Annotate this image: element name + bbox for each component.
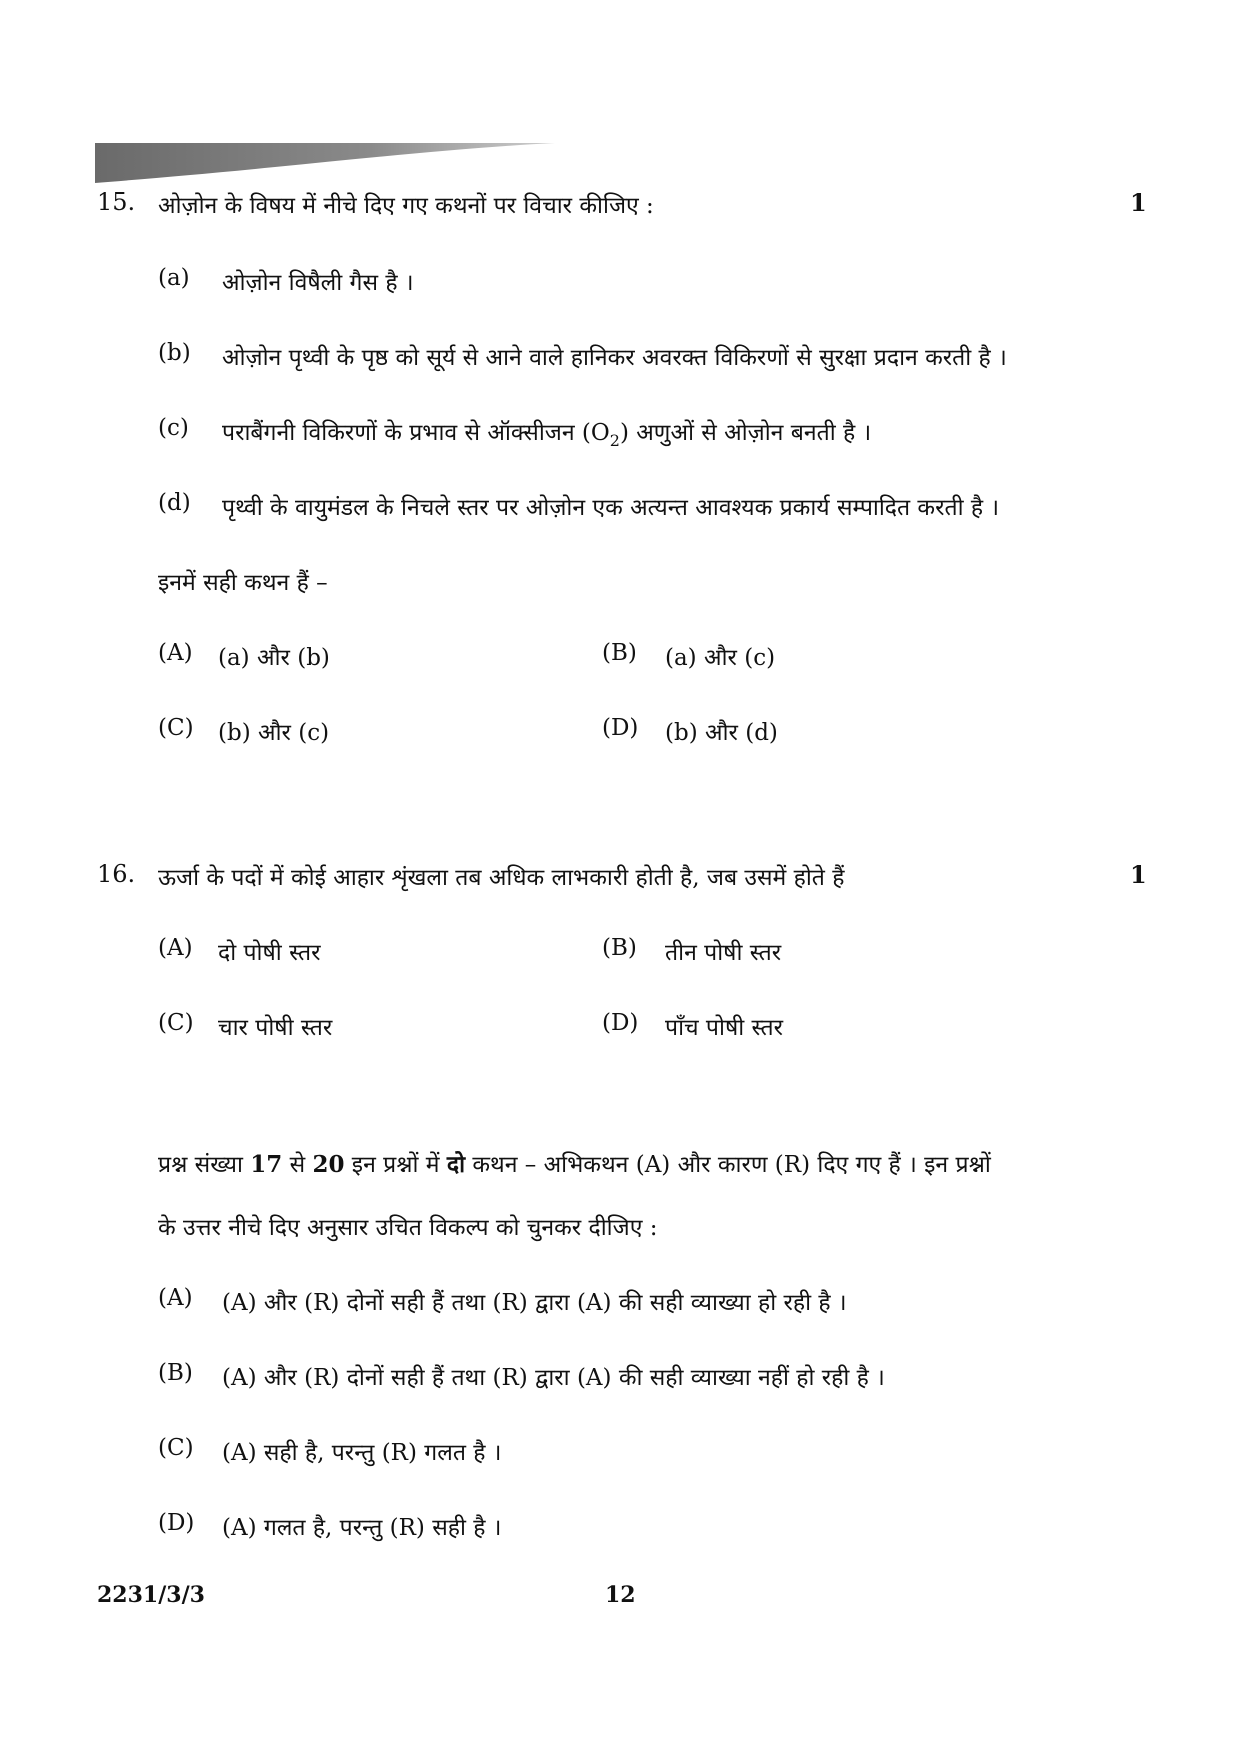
option-label: (C) [158,1010,194,1036]
header-band [95,143,555,183]
instruction-line-1: प्रश्न संख्या 17 से 20 इन प्रश्नों में दो कथन – अभिकथन (A) और कारण (R) दिए गए हैं । इन प्रश्नों [158,1151,991,1178]
question-number: 16. [97,860,136,888]
option-label: (C) [158,1435,194,1461]
question-text: ऊर्जा के पदों में कोई आहार शृंखला तब अधिक लाभकारी होती है, जब उसमें होते हैं [158,865,845,891]
option-text: तीन पोषी स्तर [665,940,782,966]
instruction-line-2: के उत्तर नीचे दिए अनुसार उचित विकल्प को चुनकर दीजिए : [158,1215,658,1241]
page-number: 12 [605,1582,636,1608]
statement-label: (c) [158,415,189,441]
question-prompt: इनमें सही कथन हैं – [158,570,328,596]
option-label: (A) [158,935,193,961]
option-text: (a) और (c) [665,645,776,671]
option-text: (A) और (R) दोनों सही हैं तथा (R) द्वारा (A) की सही व्याख्या हो रही है । [222,1290,847,1316]
option-text: चार पोषी स्तर [218,1015,333,1041]
option-label: (B) [602,935,637,961]
question-text: ओज़ोन के विषय में नीचे दिए गए कथनों पर विचार कीजिए : [158,193,654,219]
option-text: (A) सही है, परन्तु (R) गलत है । [222,1440,502,1466]
statement-text: पराबैंगनी विकिरणों के प्रभाव से ऑक्सीजन $(O_2)$ अणुओं से ओज़ोन बनती है । [222,420,872,450]
option-label: (D) [602,1010,639,1036]
question-marks: 1 [1130,860,1147,889]
option-label: (B) [602,640,637,666]
option-text: (A) और (R) दोनों सही हैं तथा (R) द्वारा (A) की सही व्याख्या नहीं हो रही है । [222,1365,885,1391]
option-label: (D) [158,1510,195,1536]
option-text: (b) और (d) [665,720,778,746]
question-marks: 1 [1130,188,1147,217]
statement-text: ओज़ोन पृथ्वी के पृष्ठ को सूर्य से आने वाले हानिकर अवरक्त विकिरणों से सुरक्षा प्रदान करती है । [222,345,1007,371]
option-text: (a) और (b) [218,645,330,671]
option-label: (B) [158,1360,193,1386]
question-number: 15. [97,188,136,216]
statement-text: पृथ्वी के वायुमंडल के निचले स्तर पर ओज़ोन एक अत्यन्त आवश्यक प्रकार्य सम्पादित करती है । [222,495,1000,521]
statement-text: ओज़ोन विषैली गैस है । [222,270,414,296]
statement-label: (b) [158,340,191,366]
option-text: दो पोषी स्तर [218,940,321,966]
statement-label: (d) [158,490,191,516]
option-label: (D) [602,715,639,741]
option-label: (A) [158,1285,193,1311]
option-text: (A) गलत है, परन्तु (R) सही है । [222,1515,502,1541]
statement-label: (a) [158,265,190,291]
option-label: (C) [158,715,194,741]
option-text: पाँच पोषी स्तर [665,1015,783,1041]
option-label: (A) [158,640,193,666]
option-text: (b) और (c) [218,720,330,746]
paper-code: 2231/3/3 [97,1582,205,1608]
